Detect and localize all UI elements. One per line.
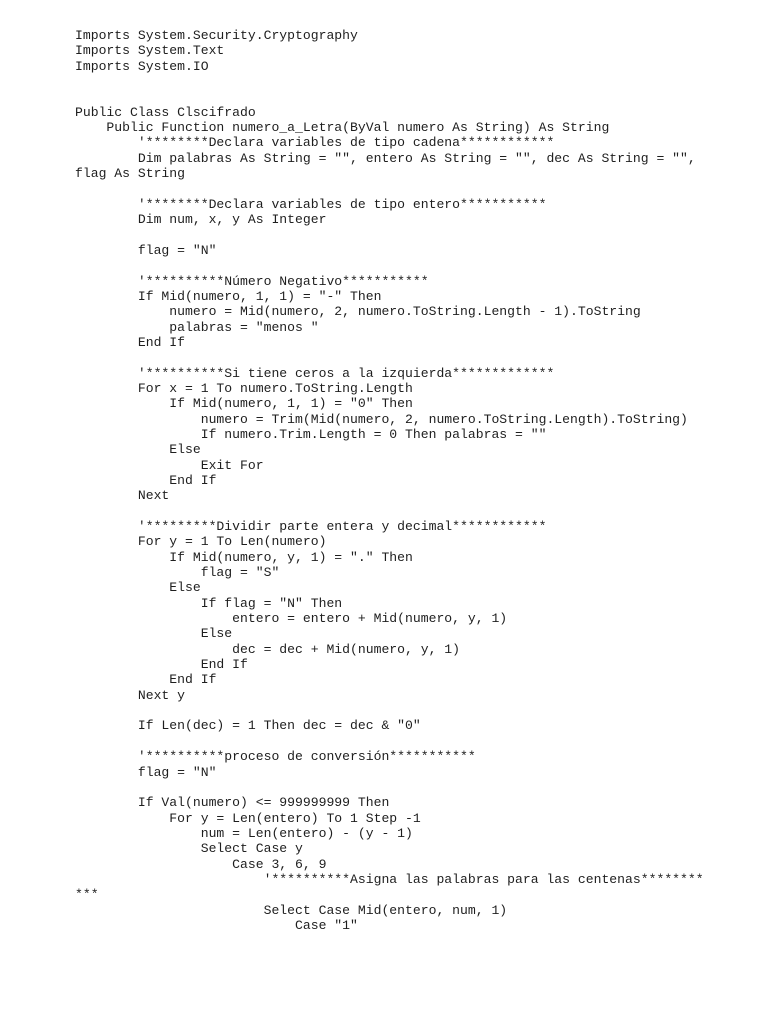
- code-line: Else: [75, 580, 201, 596]
- code-line: If Mid(numero, 1, 1) = "-" Then: [75, 288, 382, 304]
- code-line: palabras = "menos ": [75, 319, 319, 335]
- code-line: '**********Si tiene ceros a la izquierda*************: [75, 365, 555, 381]
- code-line: End If: [75, 672, 217, 688]
- code-line: If numero.Trim.Length = 0 Then palabras = "": [75, 426, 547, 442]
- code-line: '**********proceso de conversión***********: [75, 749, 476, 765]
- code-line: Public Class Clscifrado: [75, 104, 256, 120]
- code-line: flag As String: [75, 166, 186, 182]
- code-line: For y = 1 To Len(numero): [75, 534, 327, 550]
- code-line: Case "1": [75, 917, 358, 933]
- code-line: numero = Mid(numero, 2, numero.ToString.Length - 1).ToString: [75, 304, 641, 320]
- code-line: [75, 350, 755, 365]
- code-line: entero = entero + Mid(numero, y, 1): [75, 611, 508, 627]
- code-line: Else: [75, 626, 233, 642]
- code-line: End If: [75, 657, 248, 673]
- code-line: '********Declara variables de tipo entero***********: [75, 196, 547, 212]
- code-line: '**********Asigna las palabras para las centenas********: [75, 871, 704, 887]
- code-line: Case 3, 6, 9: [75, 856, 327, 872]
- code-line: If Val(numero) <= 999999999 Then: [75, 795, 390, 811]
- code-line: Imports System.Text: [75, 43, 225, 59]
- code-line: flag = "N": [75, 242, 217, 258]
- code-line: ***: [75, 887, 99, 903]
- code-line: numero = Trim(Mid(numero, 2, numero.ToString.Length).ToString): [75, 411, 688, 427]
- code-line: Select Case Mid(entero, num, 1): [75, 902, 508, 918]
- code-line: '*********Dividir parte entera y decimal************: [75, 519, 547, 534]
- code-line: [75, 258, 755, 273]
- code-line: [75, 703, 755, 718]
- code-line: '**********Número Negativo***********: [75, 273, 429, 289]
- code-line: Exit For: [75, 457, 264, 473]
- code-line: Imports System.IO: [75, 58, 209, 74]
- code-line: Dim num, x, y As Integer: [75, 212, 327, 228]
- code-line: Imports System.Security.Cryptography: [75, 28, 358, 43]
- code-line: [75, 780, 755, 795]
- code-line: For y = Len(entero) To 1 Step -1: [75, 810, 421, 826]
- code-line: End If: [75, 334, 186, 350]
- code-line: Public Function numero_a_Letra(ByVal numero As String) As String: [75, 120, 610, 136]
- code-line: [75, 227, 755, 242]
- code-line: For x = 1 To numero.ToString.Length: [75, 380, 413, 396]
- code-line: If flag = "N" Then: [75, 595, 343, 611]
- code-line: [75, 504, 755, 519]
- code-listing: [75, 28, 755, 933]
- code-line: Dim palabras As String = "", entero As String = "", dec As String = "",: [75, 150, 696, 166]
- code-line: [75, 89, 755, 104]
- code-line: Else: [75, 442, 201, 458]
- code-line: Select Case y: [75, 841, 303, 857]
- code-line: Next y: [75, 687, 186, 703]
- code-line: [75, 181, 755, 196]
- code-line: If Mid(numero, y, 1) = "." Then: [75, 549, 413, 565]
- code-line: End If: [75, 472, 217, 488]
- code-line: flag = "N": [75, 764, 217, 780]
- code-line: [75, 734, 755, 749]
- code-line: If Len(dec) = 1 Then dec = dec & "0": [75, 718, 421, 734]
- code-line: If Mid(numero, 1, 1) = "0" Then: [75, 396, 413, 412]
- code-line: '********Declara variables de tipo cadena************: [75, 135, 555, 151]
- code-line: num = Len(entero) - (y - 1): [75, 825, 413, 841]
- code-line: flag = "S": [75, 565, 280, 581]
- code-line: Next: [75, 488, 170, 504]
- code-line: dec = dec + Mid(numero, y, 1): [75, 641, 461, 657]
- code-line: [75, 74, 755, 89]
